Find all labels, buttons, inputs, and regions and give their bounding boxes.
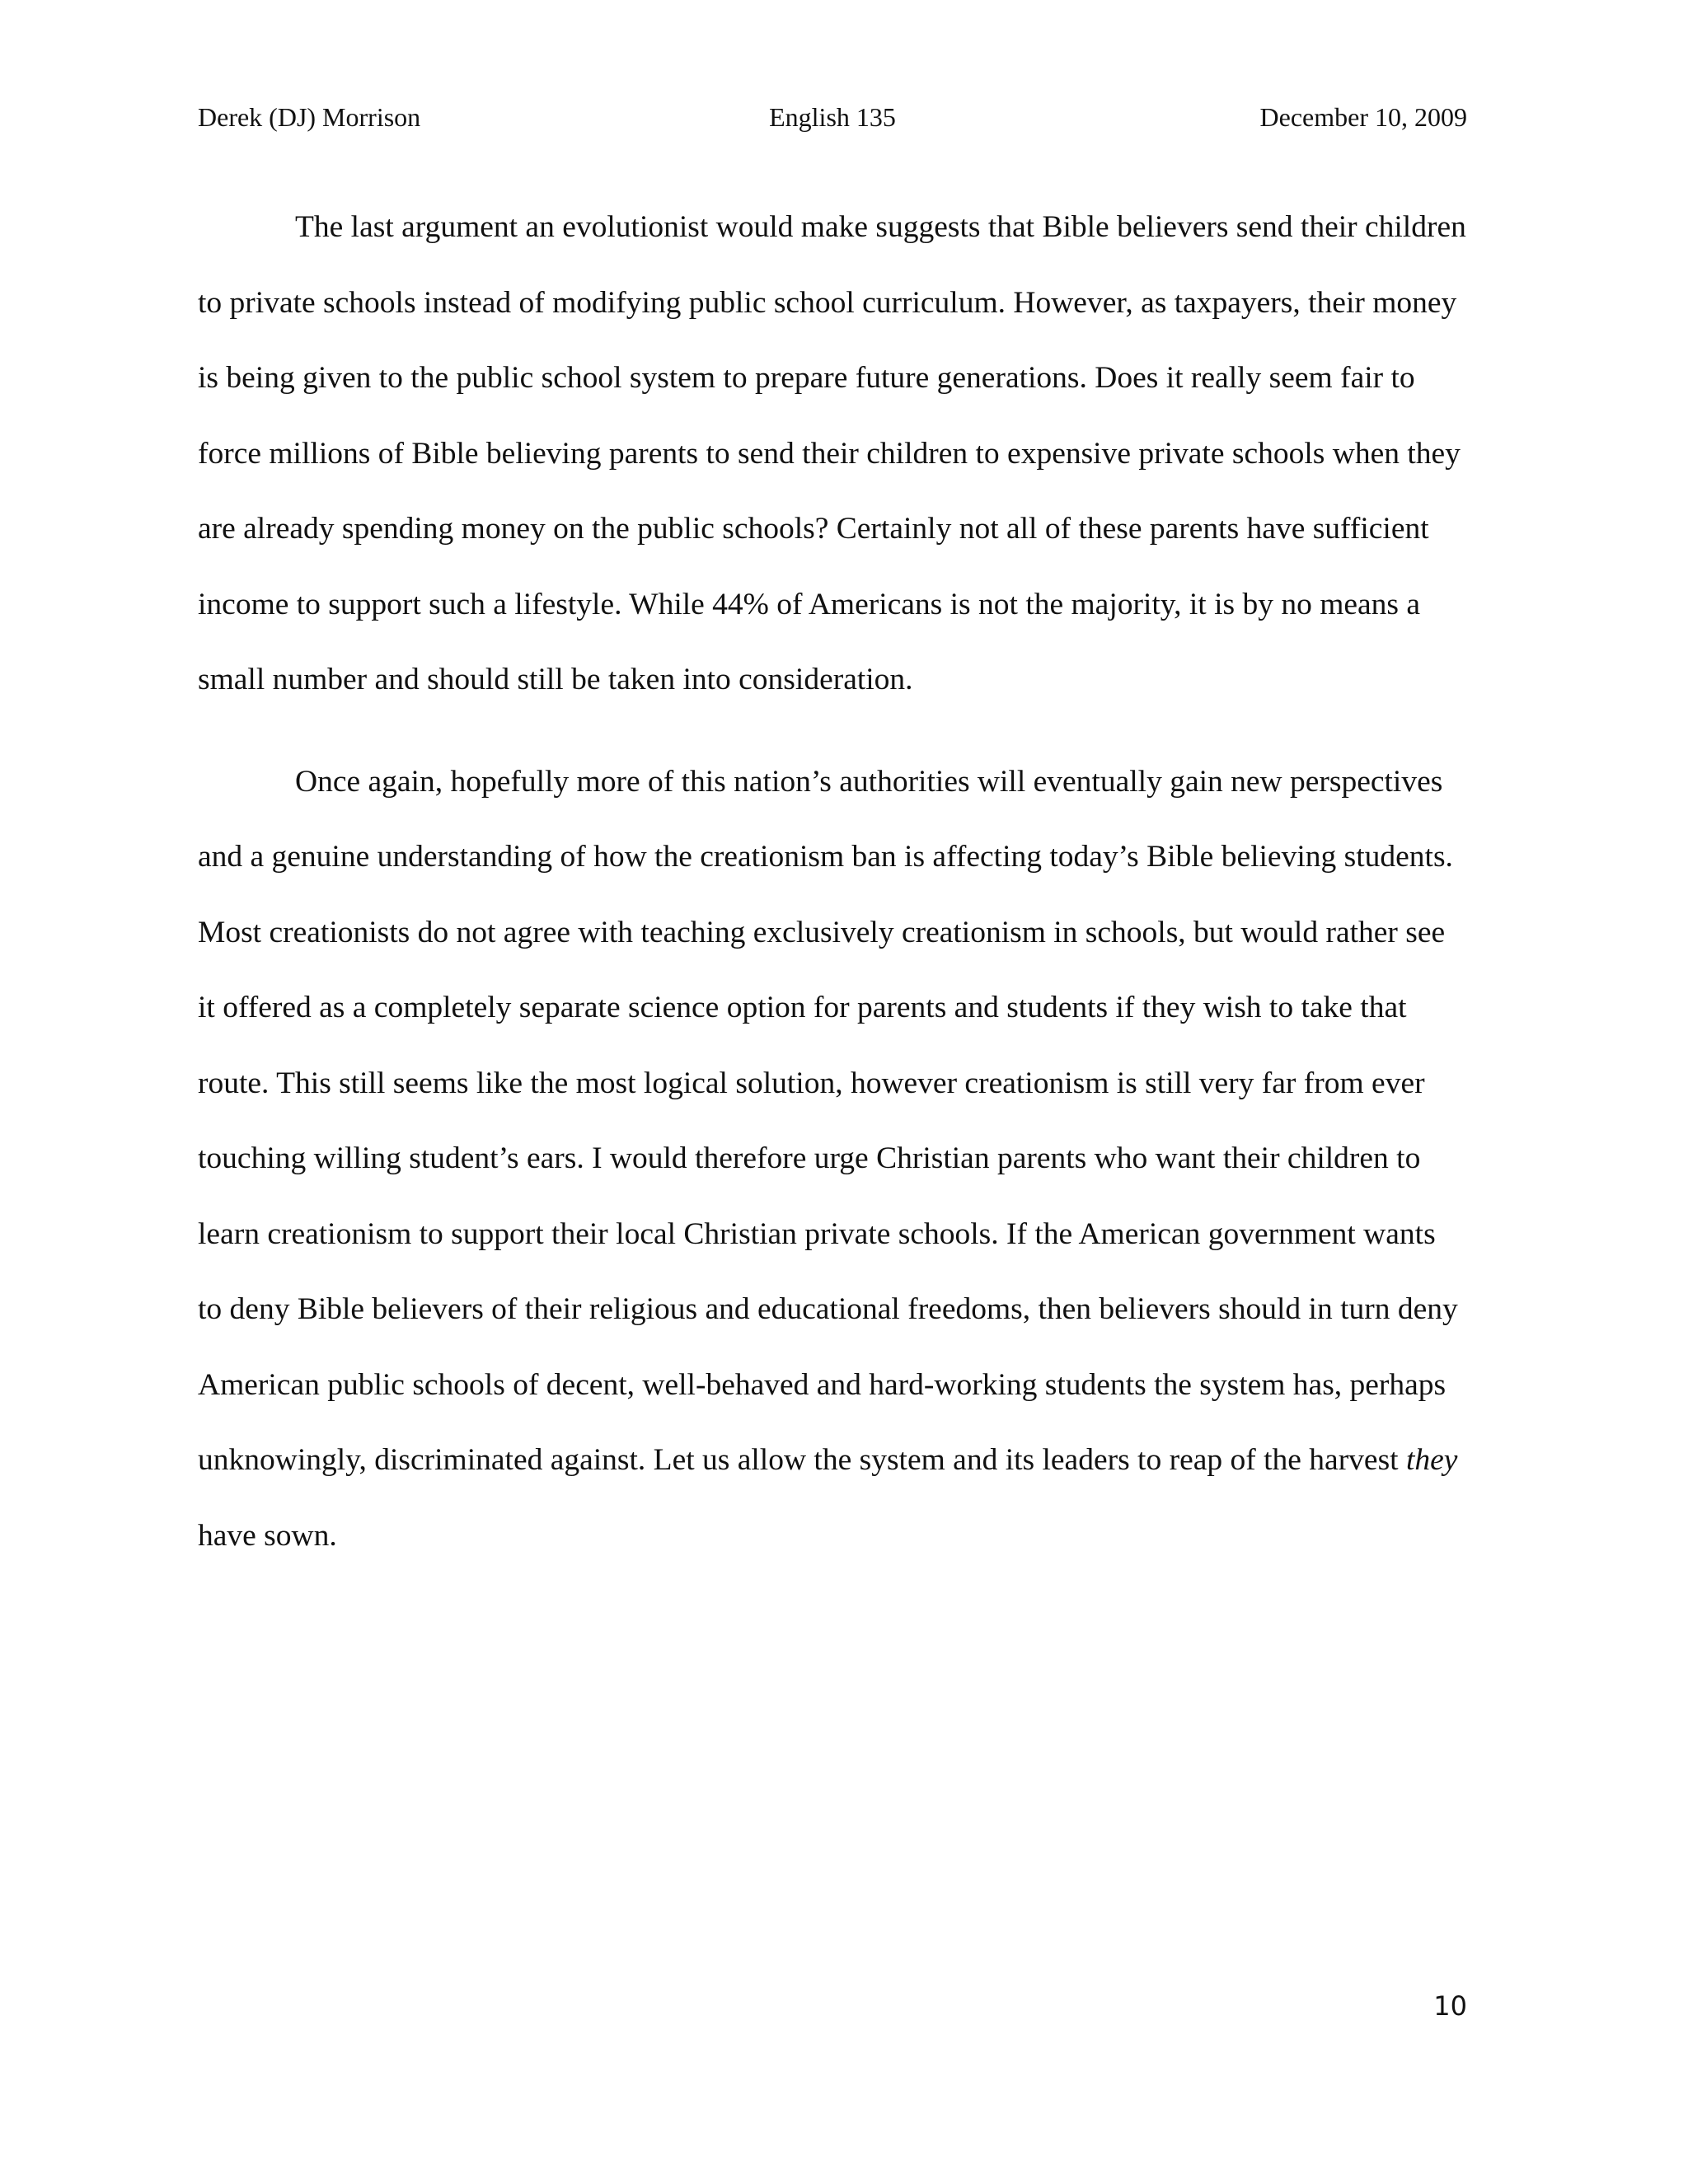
page-header [198, 99, 1467, 135]
paragraph-1: The last argument an evolutionist would make suggests that Bible believers send their children to private schools instead of modifying public school curriculum. However, as taxpayers, their money is being given to the public school system to prepare future generations. Does it really seem fair to force millions of Bible believing parents to send their children to expensive private schools when they are already spending money on the public schools? Certainly not all of these parents have sufficient income to support such a lifestyle. While 44% of Americans is not the majority, it is by no means a small number and should still be taken into consideration. [198, 210, 1466, 696]
header-date: December 10, 2009 [1259, 102, 1467, 132]
paragraph-2-main: Once again, hopefully more of this nation’s authorities will eventually gain new perspectives and a genuine understanding of how the creationism ban is affecting today’s Bible believing students. Most creationists do not agree with teaching exclusively creationism in schools, but would rather see it offered as a completely separate science option for parents and students if they wish to take that route. This still seems like the most logical solution, however creationism is still very far from ever touching willing student’s ears. I would therefore urge Christian parents who want their children to learn creationism to support their local Christian private schools. If the American government wants to deny Bible believers of their religious and educational freedoms, then believers should in turn deny American public schools of decent, well-behaved and hard-working students the system has, perhaps unknowingly, discriminated against. Let us allow the system and its leaders to reap of the harvest [198, 764, 1458, 1477]
paragraph-2-end: have sown. [198, 1518, 337, 1553]
page-number: 10 [1433, 1990, 1467, 2022]
document-body [198, 190, 1467, 1573]
paragraph-2 [198, 744, 1467, 1574]
paragraph-2-emphasis: they [1405, 1443, 1458, 1477]
header-author: Derek (DJ) Morrison [198, 102, 421, 132]
header-course: English 135 [769, 102, 896, 132]
